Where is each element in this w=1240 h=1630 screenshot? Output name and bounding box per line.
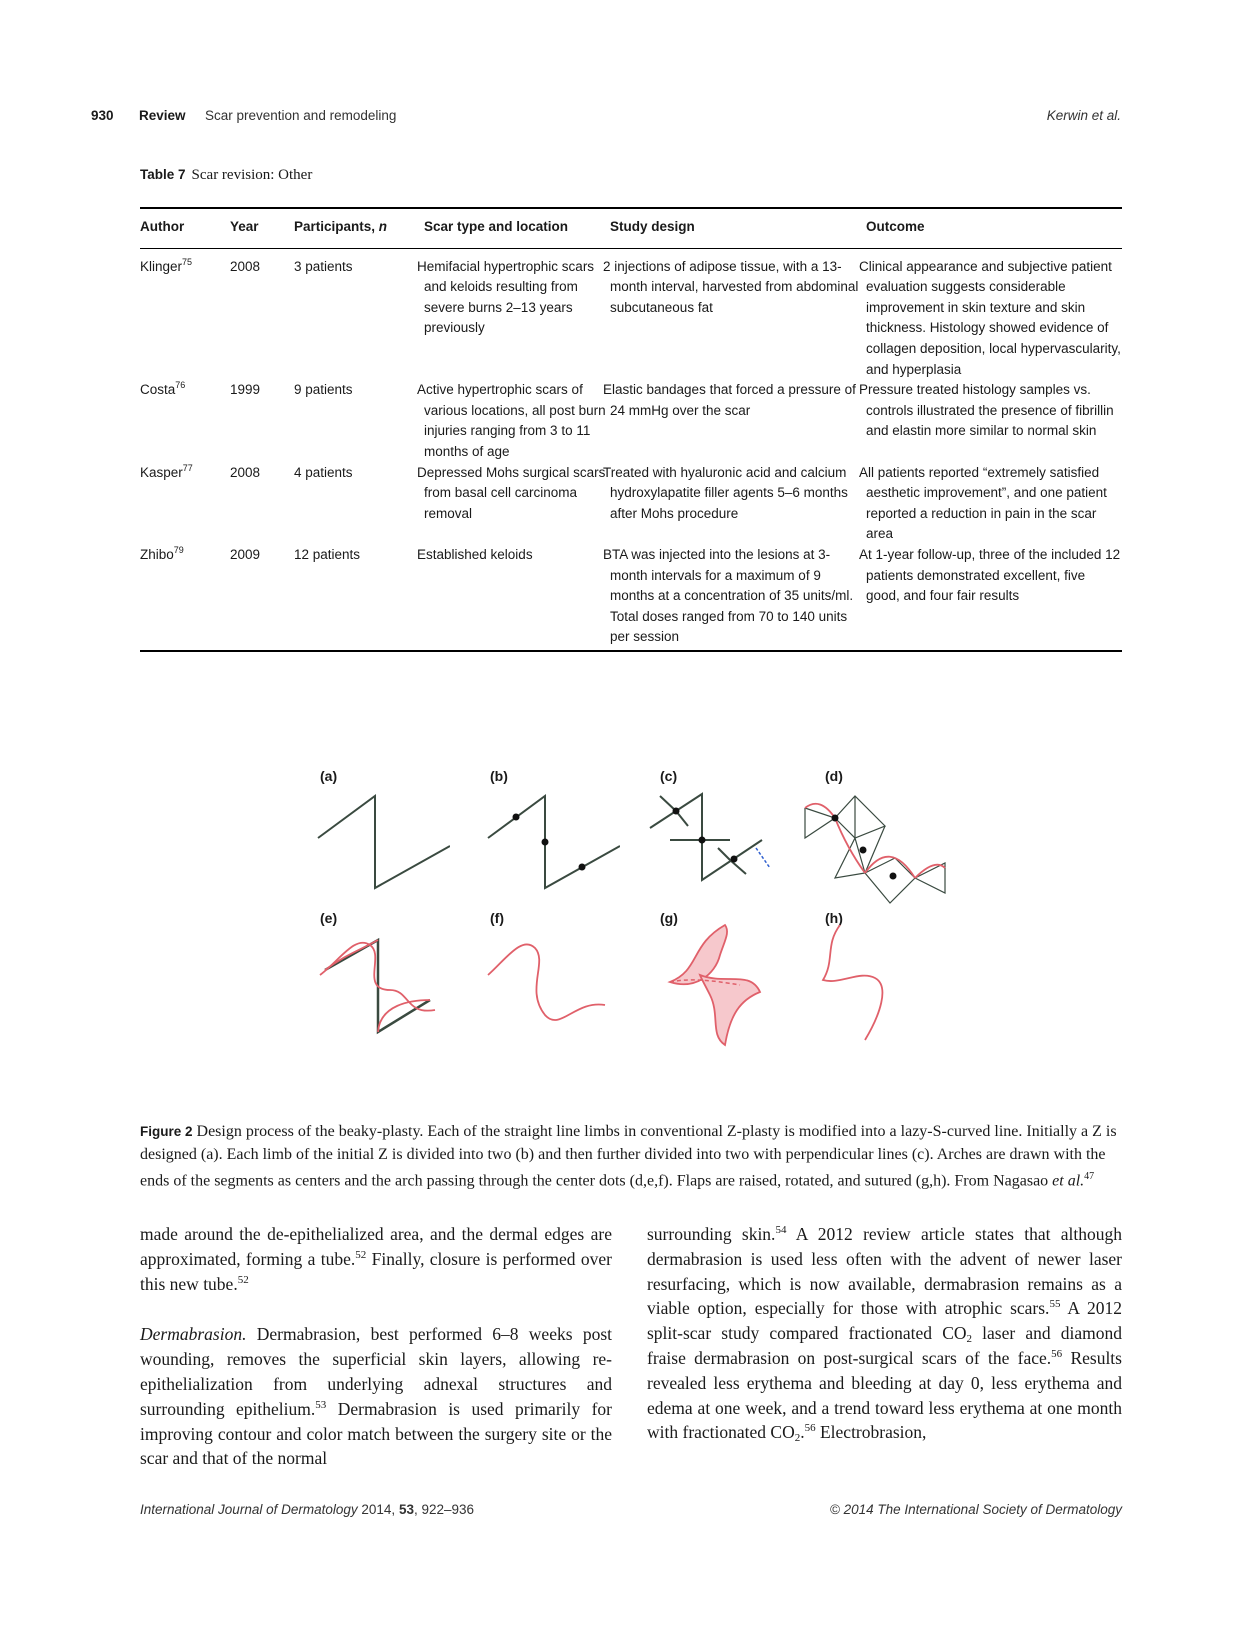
- cell-year: 2008: [230, 258, 261, 274]
- sutured-scar-line: [823, 925, 882, 1040]
- cell-participants: 12 patients: [294, 546, 361, 562]
- panel-c-graphic: [630, 778, 790, 908]
- running-authors: [1047, 108, 1121, 123]
- figure-caption-etal: et al.: [1052, 1172, 1085, 1190]
- panel-e: [290, 910, 450, 1050]
- cell-study-design: BTA was injected into the lesions at 3-month intervals for a maximum of 9 months at a concentration of 35 units/ml. Total doses ranged from 70 to 140 units per session: [603, 546, 854, 645]
- panel-e-graphic: [290, 920, 450, 1050]
- table-header-row: [140, 208, 1122, 248]
- cell-scar-type: Active hypertrophic scars of various locations, all post burn injuries ranging from 3 to 11 months of age: [417, 382, 606, 459]
- midpoint-dot: [673, 808, 680, 815]
- midpoint-dot: [542, 839, 549, 846]
- panel-d-graphic: [795, 778, 955, 908]
- figure-caption-text: Design process of the beaky-plasty. Each of the straight line limbs in conventional Z-plasty is modified into a lazy-S-curved line. Initially a Z is designed (a). Each limb of the initial Z is divided into two (b) and then further divided into two with perpendicular lines (c). Arches are drawn with the ends of the segments as centers and the arch passing through the center dots (d,e,f). Flaps are raised, rotated, and sutured (g,h). From Nagasao: [140, 1123, 1117, 1190]
- journal-citation: International Journal of Dermatology 2014, 53, 922–936: [140, 1502, 475, 1517]
- cell-study-design: 2 injections of adipose tissue, with a 13-month interval, harvested from abdominal subcutaneous fat: [603, 258, 859, 315]
- panel-g: [630, 910, 790, 1050]
- panel-label: (e): [320, 910, 338, 926]
- perpendicular-line: [718, 848, 730, 860]
- figure-2-diagram: [290, 768, 970, 1068]
- midpoint-dot: [579, 864, 586, 871]
- panel-b: [460, 768, 620, 908]
- table-row: [140, 248, 1122, 380]
- cell-scar-type: Established keloids: [417, 546, 533, 562]
- panel-h-graphic: [795, 920, 955, 1050]
- panel-label: (f): [490, 910, 504, 926]
- panel-g-graphic: [630, 920, 790, 1050]
- center-dot: [890, 873, 897, 880]
- cell-study-design: Treated with hyaluronic acid and calcium hydroxylapatite filler agents 5–6 months after Mohs procedure: [603, 464, 848, 521]
- cell-outcome: At 1-year follow-up, three of the included 12 patients demonstrated excellent, five good, and four fair results: [859, 546, 1121, 604]
- midpoint-dot: [731, 856, 738, 863]
- col-header-participants: Participants, n: [294, 219, 388, 234]
- figure-caption-ref: 47: [1084, 1171, 1095, 1182]
- running-header: [91, 108, 1121, 130]
- col-header-outcome: Outcome: [866, 219, 925, 234]
- body-column-right: [647, 1222, 1122, 1445]
- z-line: [318, 796, 450, 888]
- panel-a: [290, 768, 450, 908]
- panel-label: (d): [825, 768, 843, 784]
- paragraph: surrounding skin.$^{54}$ A 2012 review article states that although dermabrasion is used less often with the advent of newer laser resurfacing, which is now available, dermabrasion remains as a viable option, especially for those with atrophic scars.$^{55}$ A 2012 split-scar study compared fractionated $CO_2$ laser and diamond fraise dermabrasion on post-surgical scars of the face.$^{56}$ Results revealed less erythema and bleeding at day 0, less erythema and edema at one week, and a trend toward less erythema at one month with fractionated $CO_2.^{56}$ Electrobrasion,: [647, 1224, 1122, 1445]
- triangle-construction: [835, 796, 885, 838]
- cell-author: Costa$^{76}$: [140, 380, 186, 398]
- panel-a-graphic: [290, 778, 450, 908]
- cell-year: 2008: [230, 464, 261, 480]
- table-title: Scar revision: Other: [191, 167, 313, 183]
- paragraph: made around the de-epithelialized area, and the dermal edges are approximated, forming a tube.$^{52}$ Finally, closure is performed over this new tube.$^{52}$: [140, 1224, 612, 1294]
- z-line: [488, 796, 620, 888]
- panel-b-graphic: [460, 778, 620, 908]
- arch-curve: [835, 818, 865, 873]
- col-header-author: Author: [140, 219, 185, 234]
- table-row: [140, 545, 1122, 651]
- center-dot: [832, 815, 839, 822]
- article-running-title: Scar prevention and remodeling: [205, 108, 397, 123]
- scar-revision-table: [140, 207, 1122, 652]
- figure-caption: [140, 1121, 1125, 1193]
- arch-curve: [805, 804, 835, 818]
- midpoint-dot: [513, 814, 520, 821]
- panel-label: (b): [490, 768, 508, 784]
- body-column-left: [140, 1222, 612, 1471]
- section-label: Review: [139, 108, 186, 123]
- triangle-construction: [835, 838, 865, 878]
- lazy-s-curve: [488, 944, 605, 1020]
- cell-participants: 9 patients: [294, 382, 353, 398]
- col-header-scar-type: Scar type and location: [424, 219, 569, 234]
- table-row: [140, 380, 1122, 462]
- cell-scar-type: Depressed Mohs surgical scars from basal cell carcinoma removal: [417, 464, 606, 521]
- cell-scar-type: Hemifacial hypertrophic scars and keloids resulting from severe burns 2–13 years previously: [417, 258, 595, 336]
- table-row: [140, 463, 1122, 545]
- cell-study-design: Elastic bandages that forced a pressure of 24 mmHg over the scar: [603, 382, 856, 418]
- panel-f: [460, 910, 620, 1050]
- cell-participants: 4 patients: [294, 464, 353, 480]
- figure-label: Figure 2: [140, 1124, 193, 1139]
- rotated-flap: [700, 975, 760, 1045]
- center-dot: [860, 847, 867, 854]
- page-number: 930: [91, 108, 114, 123]
- cell-outcome: Pressure treated histology samples vs. controls illustrated the presence of fibrillin and elastin more similar to normal skin: [859, 382, 1114, 439]
- z-line: [650, 794, 762, 880]
- cell-author: Kasper$^{77}$: [140, 462, 193, 480]
- table-caption: [140, 167, 312, 184]
- cell-author: Klinger$^{75}$: [140, 256, 193, 274]
- midpoint-dot: [699, 837, 706, 844]
- cell-outcome: All patients reported “extremely satisfied aesthetic improvement”, and one patient reported a reduction in pain in the scar area: [859, 464, 1107, 542]
- panel-label: (h): [825, 910, 843, 926]
- col-header-year: Year: [230, 219, 259, 234]
- cell-year: 1999: [230, 382, 261, 398]
- panel-f-graphic: [460, 920, 620, 1050]
- subsection-heading: Dermabrasion.: [140, 1324, 247, 1345]
- panel-d: [795, 768, 955, 908]
- panel-label: (g): [660, 910, 678, 926]
- cell-author: Zhibo$^{79}$: [140, 544, 184, 562]
- raised-flap: [670, 925, 727, 984]
- running-authors-text: Kerwin et al.: [1046, 108, 1121, 123]
- col-header-study-design: Study design: [610, 219, 695, 234]
- cell-outcome: Clinical appearance and subjective patient evaluation suggests considerable improvement in skin texture and skin thickness. Histology showed evidence of collagen deposition, local hypervascularity, and hyperplasia: [859, 258, 1121, 377]
- copyright-notice: © 2014 The International Society of Dermatology: [829, 1502, 1122, 1517]
- table-label: Table 7: [140, 167, 186, 182]
- panel-label: (a): [320, 768, 338, 784]
- paragraph: Dermabrasion. Dermabrasion, best performed 6–8 weeks post wounding, removes the superficial skin layers, allowing re-epithelialization from underlying adnexal structures and surrounding epithelium.$^{53}$ Dermabrasion is used primarily for improving contour and color match between the surgery site or the scar and that of the normal: [140, 1324, 612, 1469]
- panel-h: [795, 910, 955, 1050]
- cell-participants: 3 patients: [294, 258, 353, 274]
- panel-label: (c): [660, 768, 678, 784]
- measure-arrow: [756, 848, 770, 868]
- panel-c: [630, 768, 790, 908]
- cell-year: 2009: [230, 546, 261, 562]
